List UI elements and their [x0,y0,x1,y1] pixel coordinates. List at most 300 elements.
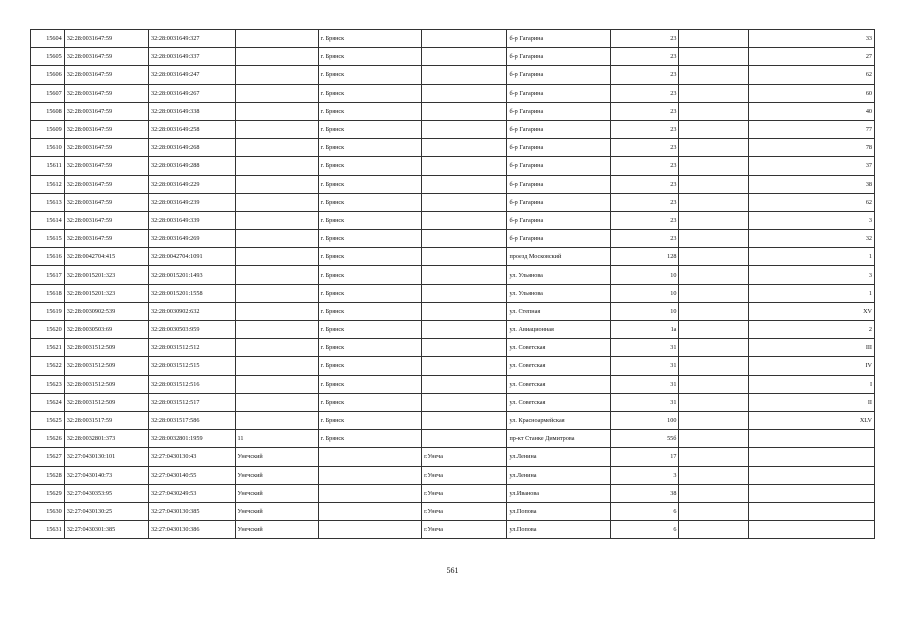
cell-row-number: 15607 [31,84,65,102]
cell-apartment: XV [749,302,875,320]
cell-apartment [749,484,875,502]
cell-row-number: 15617 [31,266,65,284]
cell-building [679,266,749,284]
cell-object-number: 32:28:0031512:516 [148,375,235,393]
page-number: 561 [446,566,459,575]
cell-building [679,502,749,520]
table-body [31,30,875,539]
cell-row-number: 15612 [31,175,65,193]
cell-city [318,521,421,539]
table-row [31,321,875,339]
table-row [31,248,875,266]
cell-city: г. Брянск [318,230,421,248]
cell-house-number: 6 [610,502,679,520]
cell-parcel-number: 32:27:0430301:385 [64,521,148,539]
cell-house-number: 10 [610,266,679,284]
cell-city [318,502,421,520]
cell-parcel-number: 32:28:0031647:59 [64,139,148,157]
table-row [31,502,875,520]
table-row [31,484,875,502]
cell-object-number: 32:27:0430130:385 [148,502,235,520]
cell-city: г. Брянск [318,30,421,48]
cell-row-number: 15629 [31,484,65,502]
cell-house-number: 23 [610,139,679,157]
cell-apartment: 62 [749,66,875,84]
cell-parcel-number: 32:28:0031512:509 [64,339,148,357]
cell-district [235,321,318,339]
cell-object-number: 32:28:0015201:1493 [148,266,235,284]
cell-town [422,411,507,429]
cell-apartment: 3 [749,211,875,229]
cell-district [235,175,318,193]
cell-building [679,302,749,320]
cell-town [422,248,507,266]
cell-street: ул. Ульянова [507,284,610,302]
cell-object-number: 32:28:0031649:339 [148,211,235,229]
cell-street: ул. Советская [507,357,610,375]
cell-parcel-number: 32:28:0031517:59 [64,411,148,429]
cell-house-number: 31 [610,339,679,357]
cell-district [235,339,318,357]
cell-district: Унечский [235,466,318,484]
cell-street: б-р Гагарина [507,139,610,157]
cell-street: ул. Красноармейская [507,411,610,429]
cell-object-number: 32:27:0430249:53 [148,484,235,502]
cell-apartment [749,521,875,539]
cell-object-number: 32:28:0032801:1959 [148,430,235,448]
cell-house-number: 23 [610,157,679,175]
cell-object-number: 32:28:0015201:1558 [148,284,235,302]
cell-district [235,411,318,429]
cell-row-number: 15628 [31,466,65,484]
table-row [31,284,875,302]
cell-street: ул.Попова [507,521,610,539]
cell-street: б-р Гагарина [507,157,610,175]
cell-district [235,30,318,48]
cell-building [679,84,749,102]
cell-apartment: 60 [749,84,875,102]
cell-row-number: 15611 [31,157,65,175]
cell-street: б-р Гагарина [507,120,610,138]
cell-parcel-number: 32:28:0031647:59 [64,30,148,48]
cell-building [679,466,749,484]
cell-town: г.Унеча [422,502,507,520]
cell-parcel-number: 32:28:0031647:59 [64,175,148,193]
cell-building [679,339,749,357]
cell-street: б-р Гагарина [507,30,610,48]
table-row [31,266,875,284]
cell-district [235,393,318,411]
cell-row-number: 15614 [31,211,65,229]
cell-parcel-number: 32:27:0430130:101 [64,448,148,466]
cell-parcel-number: 32:28:0031647:59 [64,193,148,211]
cell-object-number: 32:28:0031649:229 [148,175,235,193]
cell-city [318,484,421,502]
cell-row-number: 15625 [31,411,65,429]
cell-object-number: 32:28:0031649:338 [148,102,235,120]
cell-object-number: 32:28:0042704:1091 [148,248,235,266]
cell-row-number: 15618 [31,284,65,302]
cell-street: ул. Советская [507,375,610,393]
cell-apartment: XLV [749,411,875,429]
cell-object-number: 32:27:0430130:43 [148,448,235,466]
cell-object-number: 32:28:0031649:258 [148,120,235,138]
cell-street: б-р Гагарина [507,48,610,66]
cell-street: пр-кт Станке Димитрова [507,430,610,448]
cell-row-number: 15627 [31,448,65,466]
cell-district [235,48,318,66]
cell-city: г. Брянск [318,321,421,339]
cell-object-number: 32:27:0430140:55 [148,466,235,484]
table-row [31,30,875,48]
cell-town [422,48,507,66]
cell-city: г. Брянск [318,357,421,375]
cell-building [679,375,749,393]
cell-row-number: 15619 [31,302,65,320]
cell-parcel-number: 32:28:0030503:69 [64,321,148,339]
cell-town [422,302,507,320]
cell-building [679,411,749,429]
cell-object-number: 32:28:0031512:515 [148,357,235,375]
cell-row-number: 15623 [31,375,65,393]
cell-building [679,120,749,138]
cell-town [422,430,507,448]
cell-parcel-number: 32:28:0031647:59 [64,48,148,66]
cell-row-number: 15631 [31,521,65,539]
cell-district [235,157,318,175]
cell-row-number: 15610 [31,139,65,157]
table-row [31,193,875,211]
cell-city: г. Брянск [318,375,421,393]
table-row [31,120,875,138]
cell-apartment: 37 [749,157,875,175]
cell-apartment: I [749,375,875,393]
cell-district [235,357,318,375]
cell-building [679,211,749,229]
cell-town [422,84,507,102]
cell-parcel-number: 32:28:0030902:539 [64,302,148,320]
cell-apartment [749,466,875,484]
cell-building [679,430,749,448]
cell-apartment: 38 [749,175,875,193]
table-row [31,411,875,429]
table-row [31,302,875,320]
cell-house-number: 1а [610,321,679,339]
cell-parcel-number: 32:28:0031512:509 [64,357,148,375]
cell-city: г. Брянск [318,139,421,157]
cell-row-number: 15608 [31,102,65,120]
cell-house-number: 31 [610,393,679,411]
cell-apartment: 2 [749,321,875,339]
cell-building [679,139,749,157]
cell-town: г.Унеча [422,521,507,539]
cell-apartment: IV [749,357,875,375]
cell-house-number: 31 [610,375,679,393]
cell-parcel-number: 32:28:0031512:509 [64,375,148,393]
cell-object-number: 32:28:0031517:586 [148,411,235,429]
cell-apartment [749,448,875,466]
cell-house-number: 17 [610,448,679,466]
cell-house-number: 31 [610,357,679,375]
cell-street: ул. Ульянова [507,266,610,284]
cell-town [422,321,507,339]
cell-row-number: 15616 [31,248,65,266]
cell-city: г. Брянск [318,211,421,229]
cell-street: ул.Ленина [507,448,610,466]
cell-street: б-р Гагарина [507,66,610,84]
cell-object-number: 32:28:0031649:267 [148,84,235,102]
cell-row-number: 15606 [31,66,65,84]
cell-house-number: 38 [610,484,679,502]
cell-district: Унечский [235,448,318,466]
cell-apartment: 62 [749,193,875,211]
cell-parcel-number: 32:28:0031647:59 [64,230,148,248]
cell-row-number: 15620 [31,321,65,339]
cell-parcel-number: 32:28:0031647:59 [64,66,148,84]
cell-town [422,284,507,302]
cell-city: г. Брянск [318,266,421,284]
table-row [31,448,875,466]
cell-street: б-р Гагарина [507,84,610,102]
cell-street: проезд Московский [507,248,610,266]
cell-city: г. Брянск [318,302,421,320]
cell-street: ул. Авиационная [507,321,610,339]
cell-town [422,120,507,138]
cell-town [422,30,507,48]
cell-apartment: 32 [749,230,875,248]
cell-house-number: 10 [610,302,679,320]
cell-town [422,357,507,375]
table-row [31,157,875,175]
cell-object-number: 32:28:0031649:337 [148,48,235,66]
cell-building [679,157,749,175]
cell-district [235,193,318,211]
cell-building [679,175,749,193]
cell-building [679,48,749,66]
cell-city: г. Брянск [318,193,421,211]
cell-street: б-р Гагарина [507,211,610,229]
cell-street: б-р Гагарина [507,175,610,193]
registry-table [30,29,875,539]
cell-district: 11 [235,430,318,448]
cell-district: Унечский [235,521,318,539]
cell-district [235,248,318,266]
cell-street: ул. Советская [507,339,610,357]
cell-town: г.Унеча [422,448,507,466]
cell-parcel-number: 32:28:0015201:323 [64,284,148,302]
cell-parcel-number: 32:28:0031647:59 [64,102,148,120]
cell-house-number: 23 [610,175,679,193]
cell-town [422,230,507,248]
cell-apartment: 1 [749,248,875,266]
cell-object-number: 32:28:0031512:517 [148,393,235,411]
cell-house-number: 10 [610,284,679,302]
cell-street: б-р Гагарина [507,193,610,211]
table-row [31,521,875,539]
table-row [31,48,875,66]
cell-apartment: III [749,339,875,357]
cell-house-number: 23 [610,230,679,248]
cell-apartment [749,502,875,520]
cell-apartment: 27 [749,48,875,66]
cell-district [235,375,318,393]
cell-building [679,230,749,248]
cell-object-number: 32:28:0030902:632 [148,302,235,320]
cell-town [422,139,507,157]
cell-district [235,230,318,248]
cell-street: ул.Ленина [507,466,610,484]
cell-city: г. Брянск [318,175,421,193]
cell-street: ул.Иванова [507,484,610,502]
cell-parcel-number: 32:28:0031512:509 [64,393,148,411]
cell-parcel-number: 32:28:0031647:59 [64,120,148,138]
cell-parcel-number: 32:28:0031647:59 [64,84,148,102]
cell-city: г. Брянск [318,430,421,448]
cell-building [679,357,749,375]
cell-house-number: 3 [610,466,679,484]
cell-house-number: 23 [610,193,679,211]
table-row [31,230,875,248]
cell-district [235,120,318,138]
cell-object-number: 32:28:0031649:239 [148,193,235,211]
table-row [31,393,875,411]
cell-building [679,66,749,84]
cell-row-number: 15622 [31,357,65,375]
cell-parcel-number: 32:27:0430140:73 [64,466,148,484]
cell-town [422,266,507,284]
cell-city: г. Брянск [318,84,421,102]
cell-district [235,84,318,102]
cell-city: г. Брянск [318,102,421,120]
cell-parcel-number: 32:27:0430130:25 [64,502,148,520]
cell-city: г. Брянск [318,411,421,429]
cell-building [679,321,749,339]
cell-city: г. Брянск [318,284,421,302]
cell-city: г. Брянск [318,120,421,138]
cell-apartment: 77 [749,120,875,138]
cell-house-number: 128 [610,248,679,266]
cell-city [318,448,421,466]
cell-parcel-number: 32:27:0430353:95 [64,484,148,502]
cell-object-number: 32:28:0031649:288 [148,157,235,175]
cell-parcel-number: 32:28:0031647:59 [64,157,148,175]
cell-town [422,175,507,193]
cell-street: б-р Гагарина [507,102,610,120]
cell-row-number: 15604 [31,30,65,48]
cell-street: ул. Степная [507,302,610,320]
cell-row-number: 15626 [31,430,65,448]
cell-building [679,284,749,302]
cell-town [422,339,507,357]
cell-street: б-р Гагарина [507,230,610,248]
cell-town [422,375,507,393]
table-row [31,357,875,375]
table-row [31,466,875,484]
cell-building [679,248,749,266]
cell-house-number: 55б [610,430,679,448]
cell-house-number: 23 [610,84,679,102]
cell-house-number: 23 [610,211,679,229]
cell-row-number: 15615 [31,230,65,248]
cell-building [679,102,749,120]
cell-parcel-number: 32:28:0015201:323 [64,266,148,284]
table-row [31,430,875,448]
cell-city: г. Брянск [318,393,421,411]
cell-town [422,211,507,229]
table-row [31,211,875,229]
cell-house-number: 23 [610,30,679,48]
cell-district [235,266,318,284]
cell-parcel-number: 32:28:0031647:59 [64,211,148,229]
cell-district [235,284,318,302]
cell-apartment: 1 [749,284,875,302]
cell-house-number: 23 [610,48,679,66]
cell-apartment: 3 [749,266,875,284]
cell-row-number: 15624 [31,393,65,411]
cell-apartment: 78 [749,139,875,157]
cell-city: г. Брянск [318,48,421,66]
cell-row-number: 15630 [31,502,65,520]
cell-town [422,157,507,175]
cell-parcel-number: 32:28:0032801:373 [64,430,148,448]
cell-object-number: 32:28:0031649:269 [148,230,235,248]
table-row [31,339,875,357]
cell-district [235,139,318,157]
cell-object-number: 32:27:0430130:386 [148,521,235,539]
table-row [31,84,875,102]
cell-town [422,102,507,120]
cell-town [422,66,507,84]
table-row [31,66,875,84]
table-row [31,375,875,393]
cell-object-number: 32:28:0031649:327 [148,30,235,48]
table-row [31,102,875,120]
cell-object-number: 32:28:0030503:959 [148,321,235,339]
cell-city: г. Брянск [318,248,421,266]
cell-building [679,30,749,48]
cell-building [679,393,749,411]
cell-apartment: 40 [749,102,875,120]
cell-district: Унечский [235,484,318,502]
cell-parcel-number: 32:28:0042704:415 [64,248,148,266]
cell-apartment: II [749,393,875,411]
cell-street: ул. Советская [507,393,610,411]
cell-row-number: 15605 [31,48,65,66]
cell-district: Унечский [235,502,318,520]
cell-city: г. Брянск [318,66,421,84]
table-row [31,175,875,193]
cell-building [679,521,749,539]
cell-object-number: 32:28:0031649:247 [148,66,235,84]
table-row [31,139,875,157]
cell-district [235,102,318,120]
cell-town [422,193,507,211]
cell-apartment: 33 [749,30,875,48]
cell-building [679,448,749,466]
cell-row-number: 15613 [31,193,65,211]
cell-town: г.Унеча [422,484,507,502]
cell-row-number: 15621 [31,339,65,357]
cell-house-number: 100 [610,411,679,429]
cell-house-number: 23 [610,120,679,138]
cell-street: ул.Попова [507,502,610,520]
cell-building [679,484,749,502]
cell-object-number: 32:28:0031649:268 [148,139,235,157]
cell-district [235,211,318,229]
cell-row-number: 15609 [31,120,65,138]
cell-district [235,302,318,320]
cell-town [422,393,507,411]
